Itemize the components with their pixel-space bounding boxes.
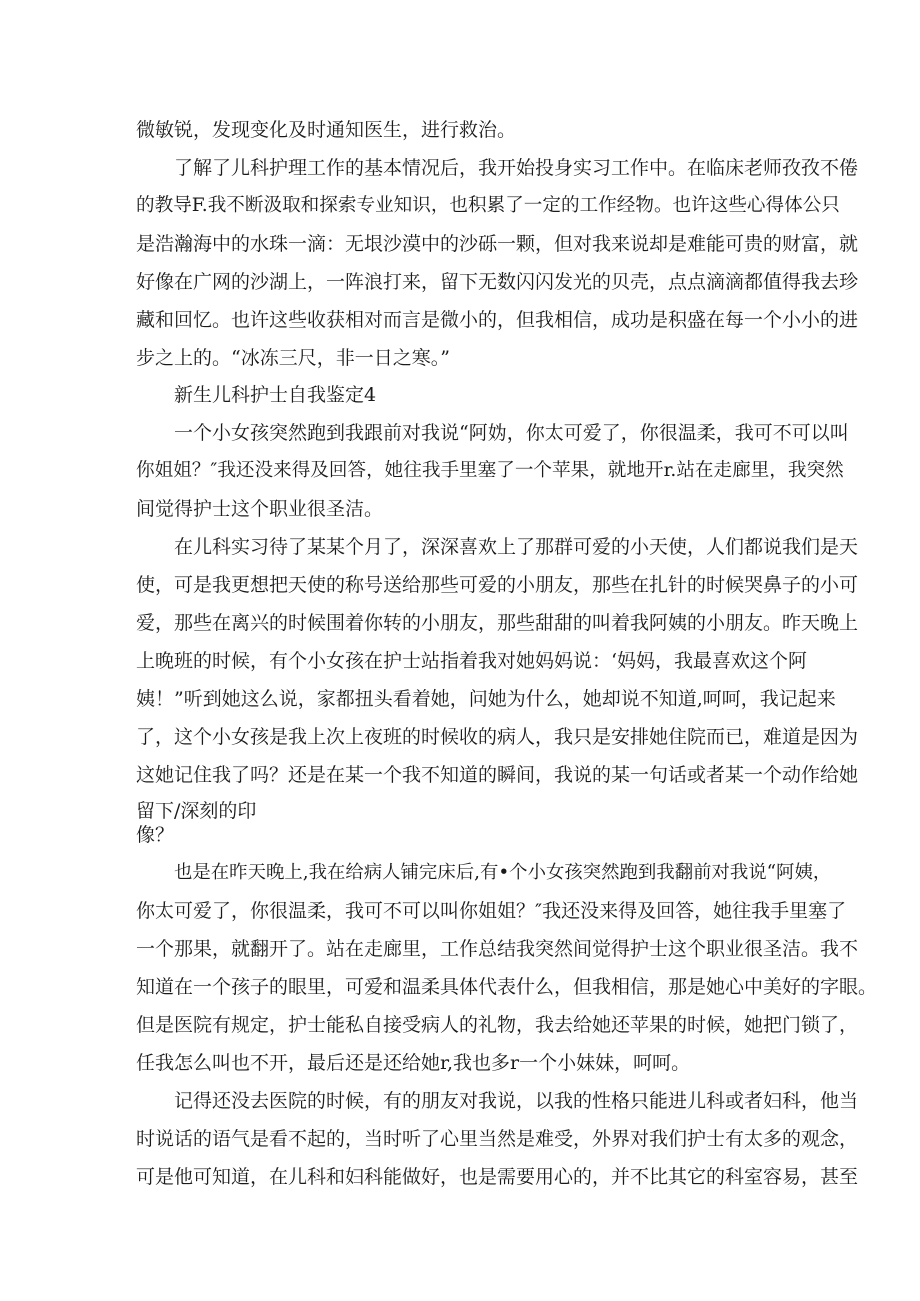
text-line: 了，这个小女孩是我上次上夜班的时候收的病人，我只是安排她住院而已，难道是因为 — [136, 726, 859, 748]
section-heading: 新生儿科护士自我鉴定4 — [174, 384, 377, 406]
text-line: 留下/深刻的印 — [136, 800, 257, 822]
text-line: 步之上的。“冰冻三尺，非一日之寒。” — [136, 347, 450, 369]
text-line: 这她记住我了吗？还是在某一个我不知道的瞬间，我说的某一句话或者某一个动作给她 — [136, 764, 859, 786]
text-line: 上晚班的时候，有个小女孩在护士站指着我对她妈妈说：‘妈妈，我最喜欢这个阿 — [136, 650, 808, 672]
text-line: 任我怎么叫也不开，最后还是还给她r,我也多r一个小妹妹，呵呵。 — [136, 1052, 691, 1074]
text-line: 间觉得护士这个职业很圣洁。 — [136, 498, 384, 520]
text-line: 你太可爱了，你很温柔，我可不可以叫你姐姐？″我还没来得及回答，她往我手里塞了 — [136, 900, 847, 922]
text-line: 一个小女孩突然跑到我跟前对我说“阿妫，你太可爱了，你很温柔，我可不可以叫 — [174, 422, 849, 444]
text-line: 可是他可知道，在儿科和妇科能做好，也是需要用心的，并不比其它的科室容易，甚至 — [136, 1166, 859, 1188]
text-line: 微敏锐，发现变化及时通知医生，进行救治。 — [136, 119, 517, 141]
text-line: 你姐姐？″我还没来得及回答，她往我手里塞了一个苹果，就地开r.站在走廊里，我突然 — [136, 460, 844, 481]
text-line: 姨！”听到她这么说，家都扭头看着她，问她为什么，她却说不知道,呵呵，我记起来 — [136, 688, 836, 710]
text-line: 像？ — [136, 824, 175, 846]
text-line: 使，可是我更想把天使的称号送给那些可爱的小朋友，那些在扎针的时候哭鼻子的小可 — [136, 574, 859, 596]
text-line: 了解了儿科护理工作的基本情况后，我开始投身实习工作中。在临床老师孜孜不倦 — [174, 157, 859, 179]
text-line: 也是在昨天晚上,我在给病人铺完床后,有•个小女孩突然跑到我翻前对我说“阿姨， — [174, 862, 832, 883]
text-line: 一个那果，就翻开了。站在走廊里，工作总结我突然间觉得护士这个职业很圣洁。我不 — [136, 938, 859, 960]
text-line: 记得还没去医院的时候，有的朋友对我说，以我的性格只能进儿科或者妇科，他当 — [174, 1090, 859, 1112]
text-line: 好像在广网的沙湖上，一阵浪打来，留下无数闪闪发光的贝壳，点点滴滴都值得我去珍 — [136, 271, 859, 293]
text-line: 知道在一个孩子的眼里，可爱和温柔具体代表什么，但我相信，那是她心中美好的字眼。 — [136, 976, 878, 998]
text-line: 爱，那些在离兴的时候围着你转的小朋友，那些甜甜的叫着我阿姨的小朋友。昨天晚上 — [136, 612, 859, 634]
text-line: 的教导F.我不断汲取和探索专业知识，也积累了一定的工作经物。也许这些心得体公只 — [136, 195, 840, 216]
text-line: 时说话的语气是看不起的，当时听了心里当然是难受，外界对我们护士有太多的观念， — [136, 1128, 859, 1150]
text-line: 在儿科实习待了某某个月了，深深喜欢上了那群可爱的小天使，人们都说我们是天 — [174, 536, 859, 558]
text-line: 是浩瀚海中的水珠一滴：无垠沙漠中的沙砾一颗，但对我来说却是难能可贵的财富，就 — [136, 233, 859, 255]
text-line: 但是医院有规定，护士能私自接受病人的礼物，我去给她还苹果的时候，她把门锁了， — [136, 1014, 859, 1036]
text-line: 藏和回忆。也许这些收获相对而言是微小的，但我相信，成功是积盛在每一个小小的进 — [136, 309, 859, 331]
